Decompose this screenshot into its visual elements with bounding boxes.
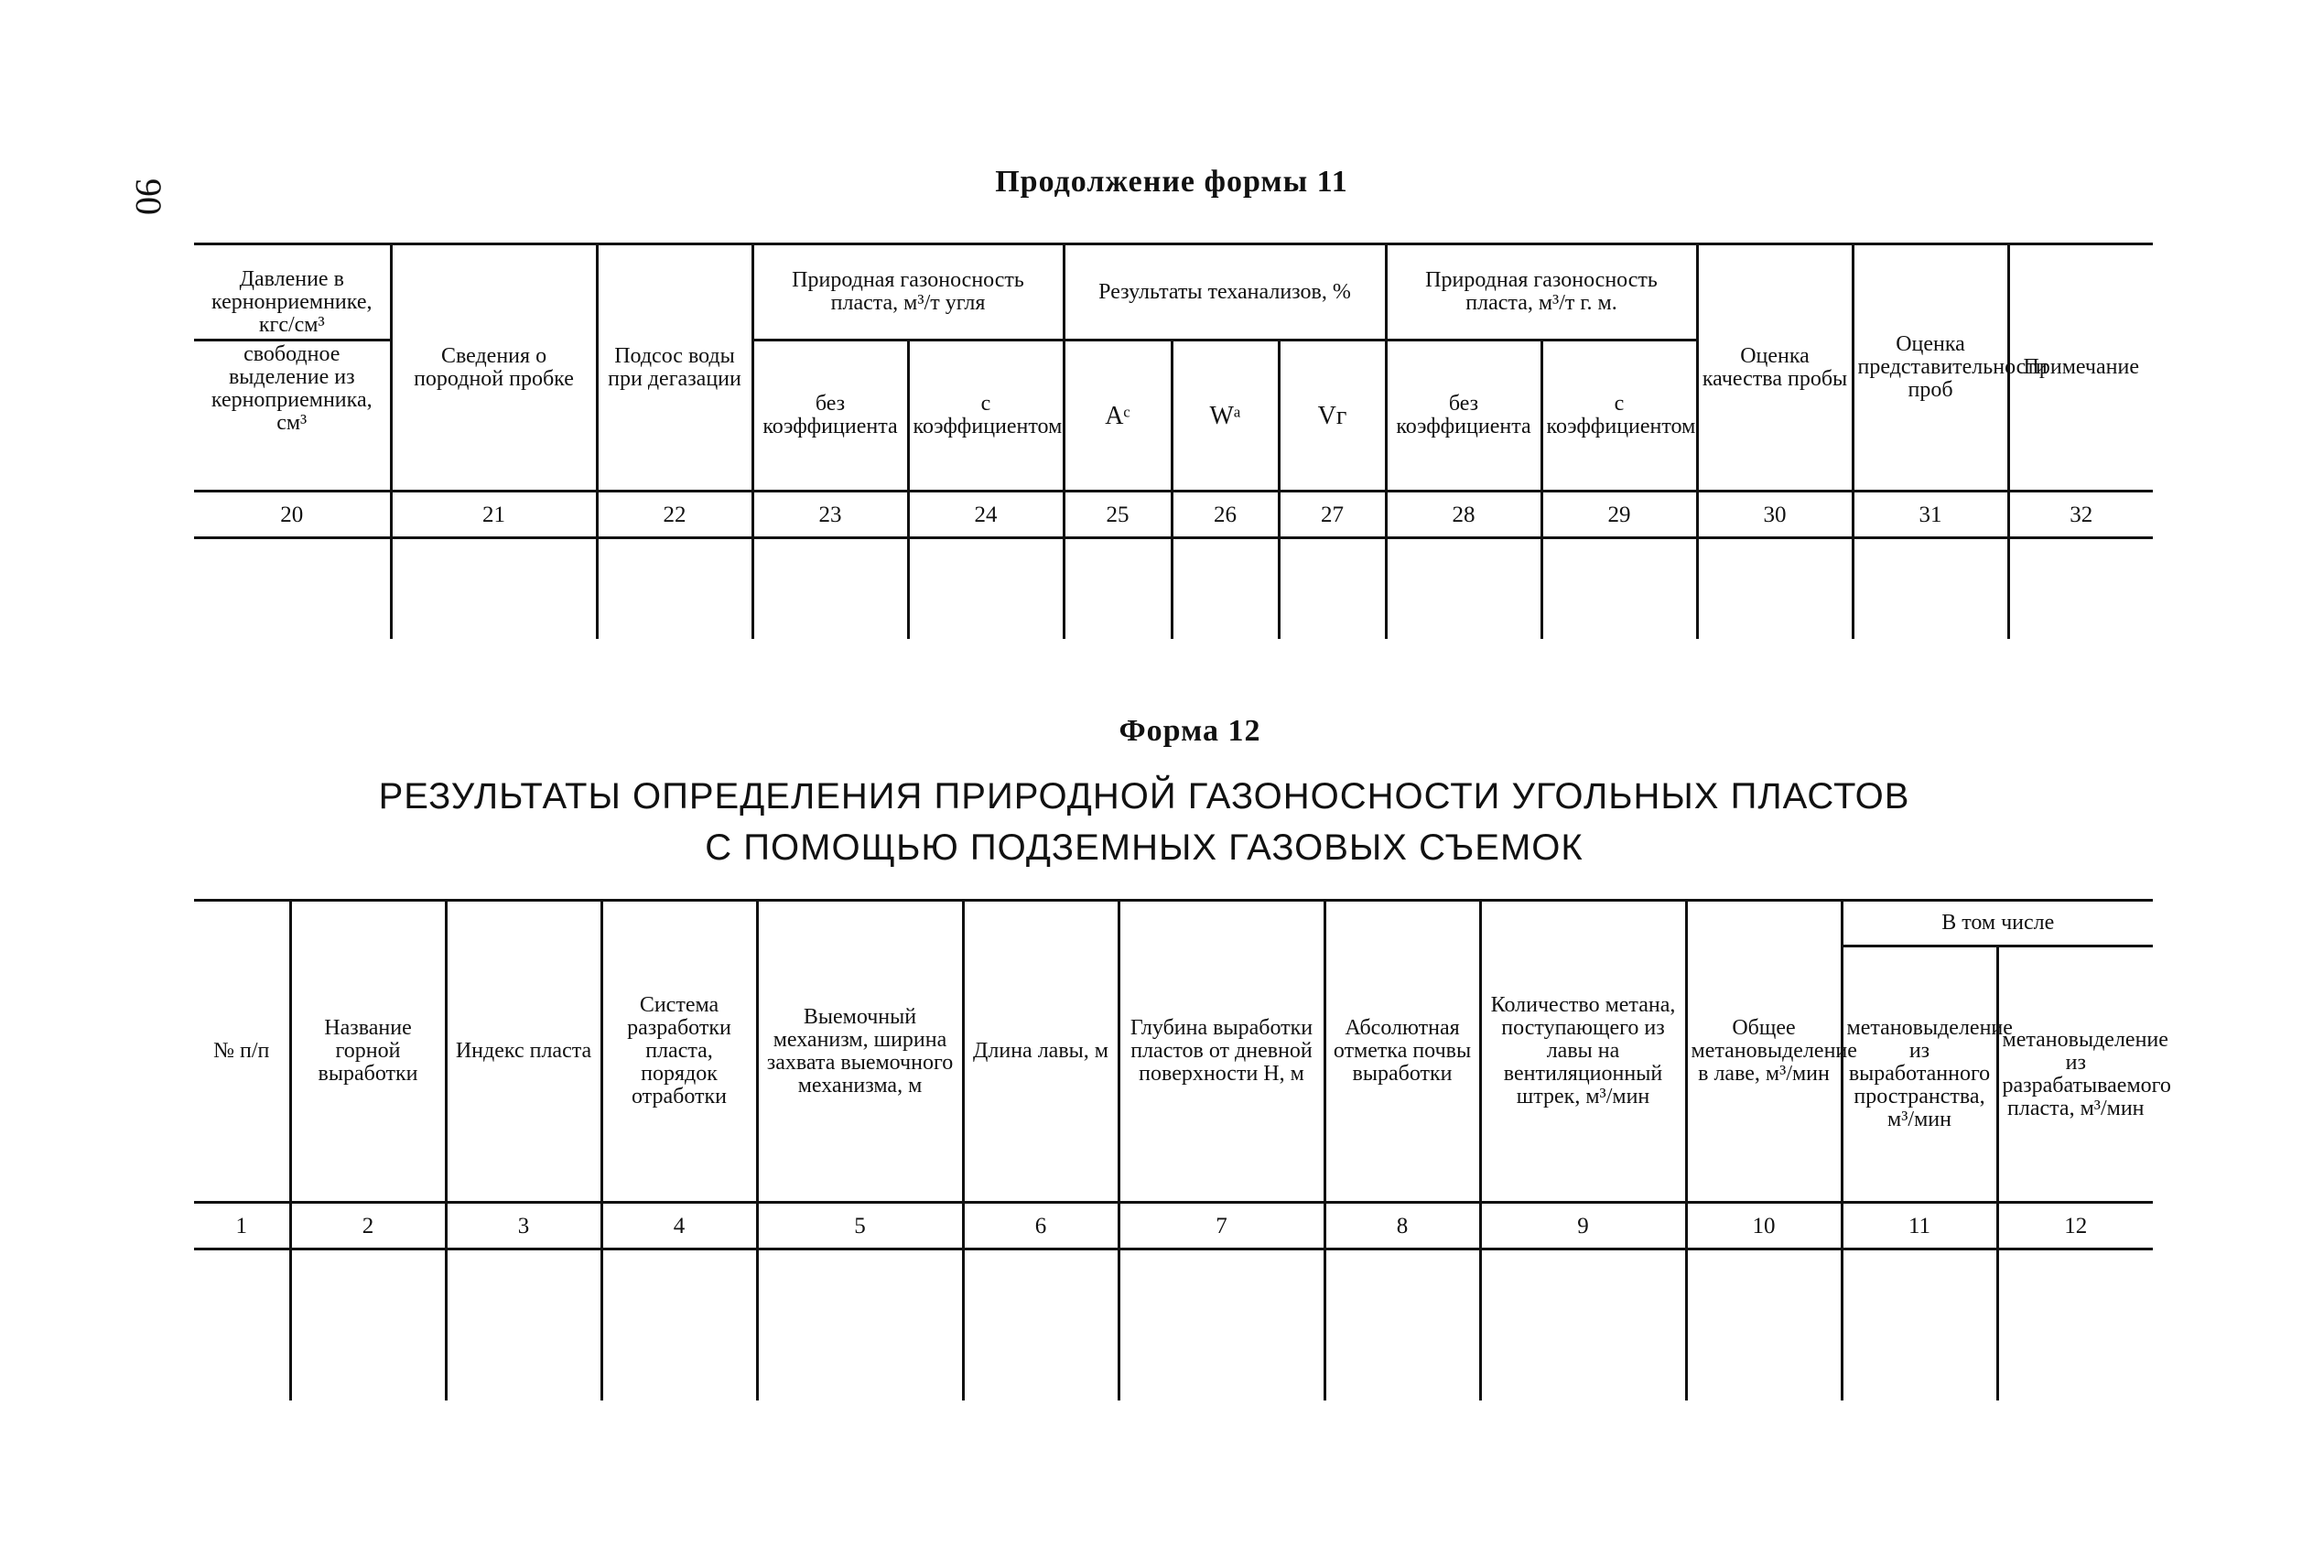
- column-number: 5: [757, 1203, 963, 1249]
- column-number: 21: [391, 492, 597, 538]
- empty-cell: [1324, 1249, 1480, 1401]
- column-number: 8: [1324, 1203, 1480, 1249]
- header-face-length: Длина лавы, м: [963, 901, 1119, 1203]
- header-including: В том числе: [1842, 901, 2153, 946]
- page-number: 90: [128, 178, 169, 215]
- header-mining-machine: Выемочный механизм, ширина захвата выемочного механизма, м: [757, 901, 963, 1203]
- column-number: 32: [2008, 492, 2153, 538]
- header-free-release: свободное выделение из керноприемника, см³: [194, 341, 391, 492]
- empty-cell: [1541, 538, 1697, 640]
- column-number: 11: [1842, 1203, 1997, 1249]
- column-number: 26: [1172, 492, 1279, 538]
- form11-heading: Продолжение формы 11: [995, 165, 1348, 199]
- column-number: 12: [1997, 1203, 2153, 1249]
- header-gas-content-gm: Природная газоносность пласта, м³/т г. м.: [1386, 244, 1697, 341]
- header-seam-index: Индекс пласта: [446, 901, 601, 1203]
- empty-cell: [1853, 538, 2008, 640]
- column-number: 27: [1279, 492, 1386, 538]
- header-without-coef: без коэффициента: [752, 341, 908, 492]
- form11-empty-row: [194, 538, 2153, 640]
- header-pressure: Давление в кернонриемнике, кгс/см³: [194, 244, 391, 341]
- empty-cell: [1697, 538, 1853, 640]
- column-number: 20: [194, 492, 391, 538]
- empty-cell: [2008, 538, 2153, 640]
- empty-cell: [1997, 1249, 2153, 1401]
- column-number: 3: [446, 1203, 601, 1249]
- column-number: 24: [908, 492, 1064, 538]
- column-number: 7: [1119, 1203, 1324, 1249]
- empty-cell: [757, 1249, 963, 1401]
- column-number: 22: [597, 492, 752, 538]
- header-absolute-mark: Абсолютная отметка почвы выработки: [1324, 901, 1480, 1203]
- column-number: 1: [194, 1203, 290, 1249]
- column-number: 23: [752, 492, 908, 538]
- empty-cell: [446, 1249, 601, 1401]
- header-row-number: № п/п: [194, 901, 290, 1203]
- empty-cell: [1064, 538, 1172, 640]
- empty-cell: [290, 1249, 446, 1401]
- empty-cell: [597, 538, 752, 640]
- header-methane-goaf: метановыделение из выработанного пространства, м³/мин: [1842, 946, 1997, 1203]
- column-number: 30: [1697, 492, 1853, 538]
- form12-table: [194, 899, 2171, 1400]
- column-number: 10: [1686, 1203, 1842, 1249]
- form12-empty-row: [194, 1249, 2153, 1401]
- empty-cell: [752, 538, 908, 640]
- form12-title-line2: С ПОМОЩЬЮ ПОДЗЕМНЫХ ГАЗОВЫХ СЪЕМОК: [705, 827, 1584, 868]
- header-total-methane: Общее метановыделение в лаве, м³/мин: [1686, 901, 1842, 1203]
- form12-label: Форма 12: [1119, 714, 1261, 748]
- form12-title: [275, 771, 2014, 873]
- empty-cell: [908, 538, 1064, 640]
- header-rock-plug: Сведения о породной пробке: [391, 244, 597, 492]
- column-number: 9: [1480, 1203, 1686, 1249]
- column-number: 4: [601, 1203, 757, 1249]
- empty-cell: [601, 1249, 757, 1401]
- column-number: 6: [963, 1203, 1119, 1249]
- header-representativeness: Оценка представительности проб: [1853, 244, 2008, 492]
- header-tech-analysis: Результаты теханализов, %: [1064, 244, 1386, 341]
- header-moisture: Wᵃ: [1172, 341, 1279, 492]
- column-number: 28: [1386, 492, 1541, 538]
- header-gas-content-coal: Природная газоносность пласта, м³/т угля: [752, 244, 1064, 341]
- empty-cell: [1686, 1249, 1842, 1401]
- header-working-name: Название горной выработки: [290, 901, 446, 1203]
- empty-cell: [1480, 1249, 1686, 1401]
- header-without-coef-gm: без коэффициента: [1386, 341, 1541, 492]
- empty-cell: [194, 538, 391, 640]
- header-methane-inflow: Количество метана, поступающего из лавы на вентиляционный штрек, м³/мин: [1480, 901, 1686, 1203]
- form11-table: [194, 243, 2153, 639]
- header-water-suction: Подсос воды при дегазации: [597, 244, 752, 492]
- header-with-coef: с коэффициентом: [908, 341, 1064, 492]
- empty-cell: [1119, 1249, 1324, 1401]
- column-number: 31: [1853, 492, 2008, 538]
- header-methane-seam: метановыделение из разрабатываемого пласта, м³/мин: [1997, 946, 2153, 1203]
- header-depth: Глубина выработки пластов от дневной поверхности Н, м: [1119, 901, 1324, 1203]
- form12-title-line1: РЕЗУЛЬТАТЫ ОПРЕДЕЛЕНИЯ ПРИРОДНОЙ ГАЗОНОСНОСТИ УГОЛЬНЫХ ПЛАСТОВ: [378, 776, 1910, 816]
- empty-cell: [963, 1249, 1119, 1401]
- column-number: 29: [1541, 492, 1697, 538]
- header-with-coef-gm: с коэффициентом: [1541, 341, 1697, 492]
- column-number: 25: [1064, 492, 1172, 538]
- empty-cell: [1279, 538, 1386, 640]
- header-ash: Aᶜ: [1064, 341, 1172, 492]
- empty-cell: [1842, 1249, 1997, 1401]
- header-mining-system: Система разработки пласта, порядок отработки: [601, 901, 757, 1203]
- header-note: Примечание: [2008, 244, 2153, 492]
- empty-cell: [1386, 538, 1541, 640]
- empty-cell: [1172, 538, 1279, 640]
- empty-cell: [194, 1249, 290, 1401]
- header-sample-quality: Оценка качества пробы: [1697, 244, 1853, 492]
- empty-cell: [391, 538, 597, 640]
- column-number: 2: [290, 1203, 446, 1249]
- header-volatiles: Vᴦ: [1279, 341, 1386, 492]
